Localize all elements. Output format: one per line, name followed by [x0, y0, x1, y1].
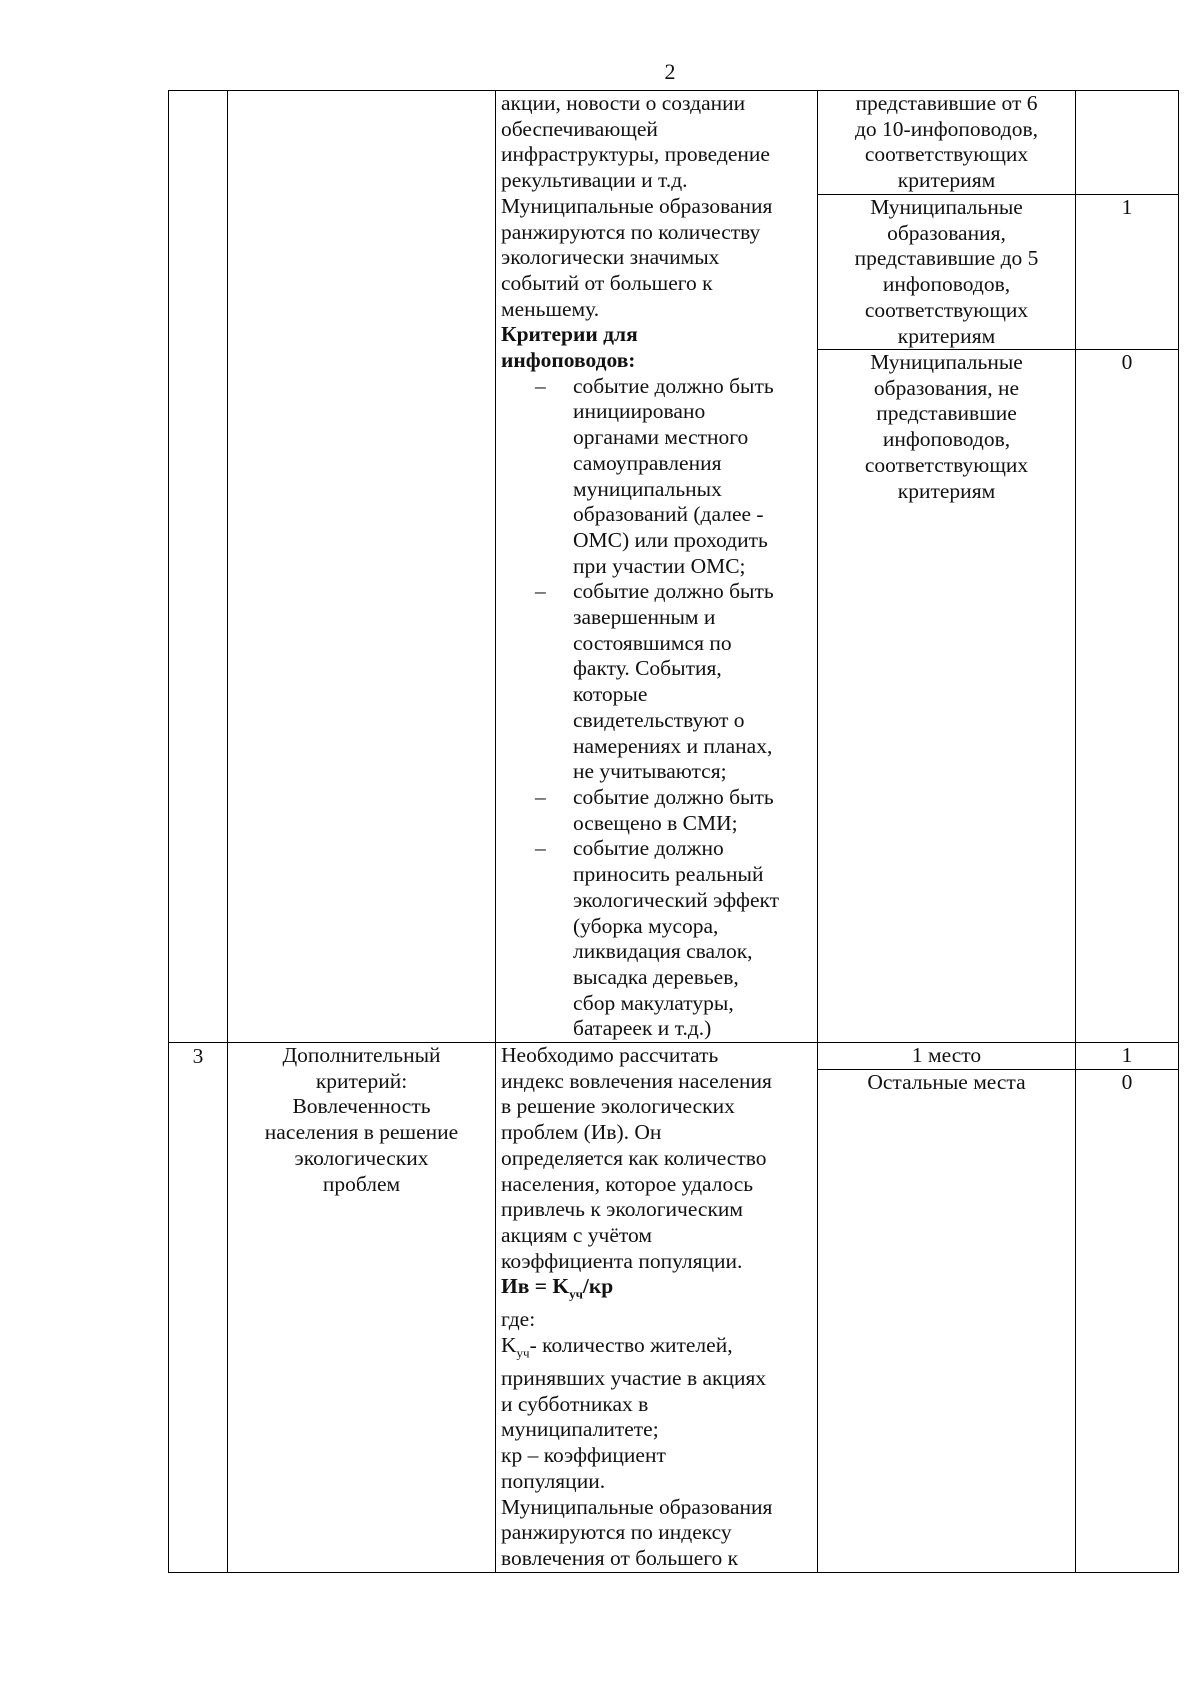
condition-text	[818, 1043, 1075, 1070]
description-line: рекультивации и т.д.	[501, 168, 688, 193]
criteria-item-line: муниципальных	[573, 476, 722, 501]
criteria-item-line: не учитываются;	[573, 759, 727, 784]
criterion-line: населения в решение	[264, 1120, 459, 1145]
description-line: ранжируются по индексу	[501, 1520, 732, 1545]
description-line: Муниципальные образования	[501, 1494, 773, 1519]
description-line: экологически значимых	[501, 245, 720, 270]
criteria-item-line: завершенным и	[573, 605, 716, 630]
definition-symbol: K	[501, 1333, 517, 1358]
table-row	[169, 1043, 1179, 1573]
dash-bullet: –	[535, 373, 546, 398]
condition-line: критериям	[897, 478, 996, 503]
criteria-item-line: инициировано	[573, 399, 706, 424]
criteria-item-line: сбор макулатуры,	[573, 990, 734, 1015]
table-row	[169, 91, 1179, 1043]
criteria-item-line: свидетельствуют о	[573, 707, 745, 732]
condition-text	[818, 195, 1075, 350]
description-line: в решение экологических	[501, 1094, 735, 1119]
condition-line: образования,	[887, 220, 1006, 245]
condition-line: Остальные места	[867, 1070, 1026, 1095]
criterion-line: критерий:	[315, 1068, 408, 1093]
criteria-item-line: событие должно	[573, 836, 724, 861]
where-label: где:	[501, 1307, 536, 1332]
formula-main: Ив = K	[501, 1274, 570, 1299]
description-line: акциям с учётом	[501, 1222, 652, 1247]
condition-cell	[818, 1043, 1076, 1573]
formula	[501, 1274, 813, 1307]
condition-text	[818, 91, 1075, 195]
condition-line: образования, не	[873, 375, 1020, 400]
condition-line: представившие до 5	[854, 246, 1039, 271]
criteria-item-line: ликвидация свалок,	[573, 939, 753, 964]
description-line: акции, новости о создании	[501, 91, 746, 115]
criteria-item-line: при участии ОМС;	[573, 553, 746, 578]
score-value: 0	[1121, 1070, 1133, 1095]
criteria-item-line: ОМС) или проходить	[573, 527, 768, 552]
description-cell	[496, 91, 818, 1043]
description-line: населения, которое удалось	[501, 1171, 754, 1196]
description-line: обеспечивающей	[501, 116, 658, 141]
criterion-line: проблем	[322, 1171, 401, 1196]
score-cell	[1076, 91, 1179, 1043]
description-line: Необходимо рассчитать	[501, 1043, 719, 1068]
condition-line: Муниципальные	[870, 195, 1023, 219]
score-value: 1	[1076, 1043, 1178, 1070]
criteria-item-line: которые	[573, 682, 648, 707]
condition-line: представившие	[876, 401, 1017, 426]
definition-line: кр – коэффициент	[501, 1443, 666, 1468]
dash-bullet: –	[535, 836, 546, 861]
score-value	[1076, 91, 1178, 195]
description-line: меньшему.	[501, 296, 600, 321]
criteria-item-line: событие должно быть	[573, 784, 774, 809]
description-line: определяется как количество	[501, 1145, 767, 1170]
criteria-heading: инфоповодов:	[501, 348, 636, 373]
condition-line: инфоповодов,	[882, 427, 1011, 452]
criteria-item	[501, 836, 813, 1042]
description-cell	[496, 1043, 818, 1573]
page-number: 2	[664, 59, 676, 84]
criteria-item-line: экологический эффект	[573, 887, 780, 912]
description-line: вовлечения от большего к	[501, 1545, 739, 1570]
description-line: индекс вовлечения населения	[501, 1068, 772, 1093]
description-line: привлечь к экологическим	[501, 1197, 744, 1222]
definition-text: - количество жителей,	[529, 1333, 733, 1358]
description-line: Муниципальные образования	[501, 193, 773, 218]
criteria-item-line: событие должно быть	[573, 579, 774, 604]
criteria-item-line: батареек и т.д.)	[573, 1016, 712, 1041]
criterion-cell	[228, 91, 496, 1043]
criteria-item-line: состоявшимся по	[573, 630, 732, 655]
criteria-item	[501, 579, 813, 785]
description-line: событий от большего к	[501, 270, 713, 295]
criteria-item	[501, 374, 813, 580]
condition-line: представившие от 6	[855, 91, 1038, 115]
criterion-line: Дополнительный	[282, 1043, 441, 1068]
criteria-item-line: высадка деревьев,	[573, 964, 739, 989]
formula-subscript: уч	[569, 1286, 583, 1302]
criteria-table	[168, 90, 1179, 1573]
criteria-list	[501, 374, 813, 1042]
description-line: ранжируются по количеству	[501, 219, 761, 244]
criteria-item-line: факту. События,	[573, 656, 722, 681]
criteria-heading: Критерии для	[501, 322, 638, 347]
dash-bullet: –	[535, 784, 546, 809]
description-line: проблем (Ив). Он	[501, 1120, 662, 1145]
condition-line: критериям	[897, 323, 996, 348]
dash-bullet: –	[535, 579, 546, 604]
score-cell	[1076, 1043, 1179, 1573]
condition-cell	[818, 91, 1076, 1043]
condition-line: 1 место	[911, 1043, 982, 1068]
formula-tail: /кр	[582, 1274, 614, 1299]
criteria-item-line: намерениях и планах,	[573, 733, 773, 758]
score-value: 0	[1121, 350, 1133, 374]
condition-line: соответствующих	[864, 297, 1029, 322]
condition-text	[818, 1070, 1075, 1572]
condition-line: до 10-инфоповодов,	[854, 116, 1039, 141]
number-cell: 3	[169, 1043, 228, 1573]
criteria-item-line: приносить реальный	[573, 862, 764, 887]
definition-line	[501, 1333, 813, 1366]
criteria-item-line: самоуправления	[573, 450, 722, 475]
criterion-line: экологических	[294, 1145, 429, 1170]
criteria-item-line: (уборка мусора,	[573, 913, 719, 938]
definition-line: муниципалитете;	[501, 1417, 659, 1442]
criteria-item-line: событие должно быть	[573, 373, 774, 398]
definition-subscript: уч	[516, 1345, 530, 1361]
condition-line: инфоповодов,	[882, 272, 1011, 297]
criterion-line: Вовлеченность	[292, 1094, 431, 1119]
definition-line: популяции.	[501, 1468, 606, 1493]
description-line: инфраструктуры, проведение	[501, 142, 770, 167]
condition-text	[818, 350, 1075, 1042]
criteria-item-line: образований (далее -	[573, 502, 764, 527]
definition-line: принявших участие в акциях	[501, 1366, 767, 1391]
criterion-cell	[228, 1043, 496, 1573]
definition-line: и субботниках в	[501, 1391, 649, 1416]
condition-line: критериям	[897, 168, 996, 193]
criteria-item-line: освещено в СМИ;	[573, 810, 738, 835]
criteria-item-line: органами местного	[573, 425, 749, 450]
condition-line: соответствующих	[864, 142, 1029, 167]
condition-line: соответствующих	[864, 452, 1029, 477]
score-value: 1	[1076, 195, 1178, 350]
number-cell	[169, 91, 228, 1043]
criteria-item	[501, 785, 813, 836]
condition-line: Муниципальные	[870, 350, 1023, 374]
description-line: коэффициента популяции.	[501, 1248, 743, 1273]
